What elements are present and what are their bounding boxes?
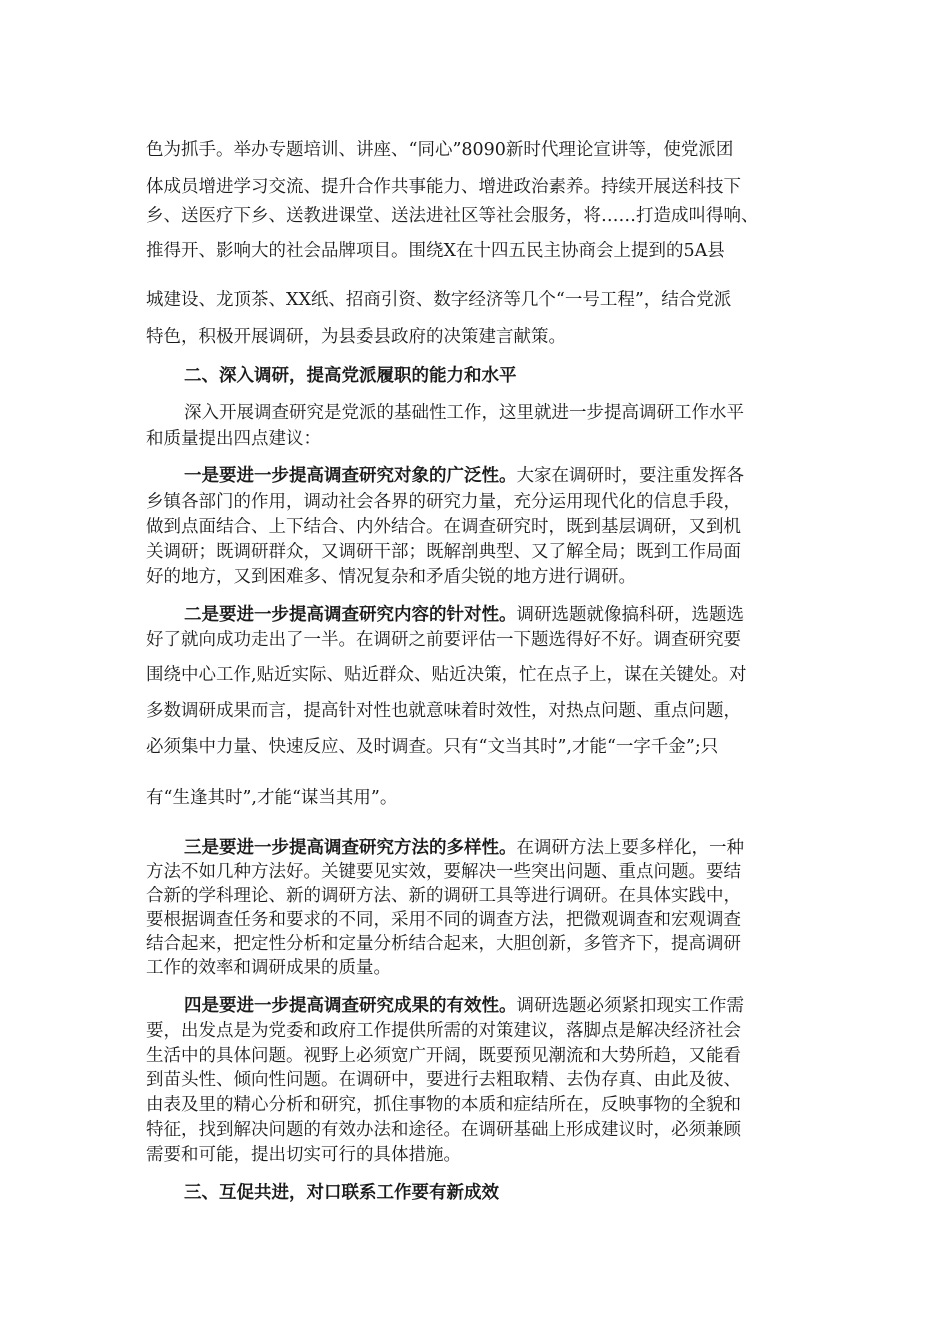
body-line: 和质量提出四点建议：: [146, 429, 321, 449]
body-line: 工作的效率和调研成果的质量。: [146, 958, 391, 978]
body-line: 合新的学科理论、新的调研方法、新的调研工具等进行调研。在具体实践中，: [146, 886, 741, 906]
body-line: 多数调研成果而言，提高针对性也就意味着时效性，对热点问题、重点问题，: [146, 701, 741, 721]
paragraph-first-line: 四是要进一步提高调查研究成果的有效性。调研选题必须紧扣现实工作需: [184, 996, 744, 1016]
body-line: 围绕中心工作,贴近实际、贴近群众、贴近决策，忙在点子上，谋在关键处。对: [146, 665, 747, 685]
body-line: 由表及里的精心分析和研究，抓住事物的本质和症结所在，反映事物的全貌和: [146, 1095, 741, 1115]
point-heading: 一是要进一步提高调查研究对象的广泛性。: [184, 466, 517, 486]
body-line: 特征，找到解决问题的有效办法和途径。在调研基础上形成建议时，必须兼顾: [146, 1120, 741, 1140]
body-line: 生活中的具体问题。视野上必须宽广开阔，既要预见潮流和大势所趋，又能看: [146, 1046, 741, 1066]
section-heading: 二、深入调研，提高党派履职的能力和水平: [184, 366, 517, 386]
body-line: 色为抓手。举办专题培训、讲座、“同心”8090新时代理论宣讲等，使党派团: [146, 140, 734, 160]
body-line: 乡镇各部门的作用，调动社会各界的研究力量，充分运用现代化的信息手段，: [146, 492, 741, 512]
body-line: 到苗头性、倾向性问题。在调研中，要进行去粗取精、去伪存真、由此及彼、: [146, 1070, 741, 1090]
body-line: 必须集中力量、快速反应、及时调查。只有“文当其时”,才能“一字千金”;只: [146, 737, 719, 757]
paragraph-first-line: 二是要进一步提高调查研究内容的针对性。调研选题就像搞科研，选题选: [184, 605, 744, 625]
body-line: 方法不如几种方法好。关键要见实效，要解决一些突出问题、重点问题。要结: [146, 862, 741, 882]
point-heading: 四是要进一步提高调查研究成果的有效性。: [184, 996, 517, 1016]
point-heading: 三是要进一步提高调查研究方法的多样性。: [184, 838, 517, 858]
point-heading: 二是要进一步提高调查研究内容的针对性。: [184, 605, 517, 625]
body-line: 做到点面结合、上下结合、内外结合。在调查研究时，既到基层调研，又到机: [146, 517, 741, 537]
body-line: 有“生逢其时”,才能“谋当其用”。: [146, 788, 398, 808]
paragraph-first-line: 三是要进一步提高调查研究方法的多样性。在调研方法上要多样化，一种: [184, 838, 744, 858]
body-line: 关调研；既调研群众，又调研干部；既解剖典型、又了解全局；既到工作局面: [146, 542, 741, 562]
body-line: 好的地方，又到困难多、情况复杂和矛盾尖锐的地方进行调研。: [146, 567, 636, 587]
paragraph-first-line: 一是要进一步提高调查研究对象的广泛性。大家在调研时，要注重发挥各: [184, 466, 744, 486]
body-line: 城建设、龙顶茶、XX纸、招商引资、数字经济等几个“一号工程”，结合党派: [146, 290, 732, 310]
body-line: 特色，积极开展调研，为县委县政府的决策建言献策。: [146, 327, 566, 347]
body-line: 需要和可能，提出切实可行的具体措施。: [146, 1145, 461, 1165]
body-line: 体成员增进学习交流、提升合作共事能力、增进政治素养。持续开展送科技下: [146, 177, 741, 197]
body-line: 深入开展调查研究是党派的基础性工作，这里就进一步提高调研工作水平: [184, 403, 744, 423]
body-line: 乡、送医疗下乡、送教进课堂、送法进社区等社会服务，将……打造成叫得响、: [146, 206, 759, 226]
body-line: 要，出发点是为党委和政府工作提供所需的对策建议，落脚点是解决经济社会: [146, 1021, 741, 1041]
section-heading: 三、互促共进，对口联系工作要有新成效: [184, 1183, 499, 1203]
body-line: 要根据调查任务和要求的不同，采用不同的调查方法，把微观调查和宏观调查: [146, 910, 741, 930]
body-line: 结合起来，把定性分析和定量分析结合起来，大胆创新，多管齐下，提高调研: [146, 934, 741, 954]
body-line: 好了就向成功走出了一半。在调研之前要评估一下题选得好不好。调查研究要: [146, 630, 741, 650]
body-line: 推得开、影响大的社会品牌项目。围绕X在十四五民主协商会上提到的5A县: [146, 241, 725, 261]
